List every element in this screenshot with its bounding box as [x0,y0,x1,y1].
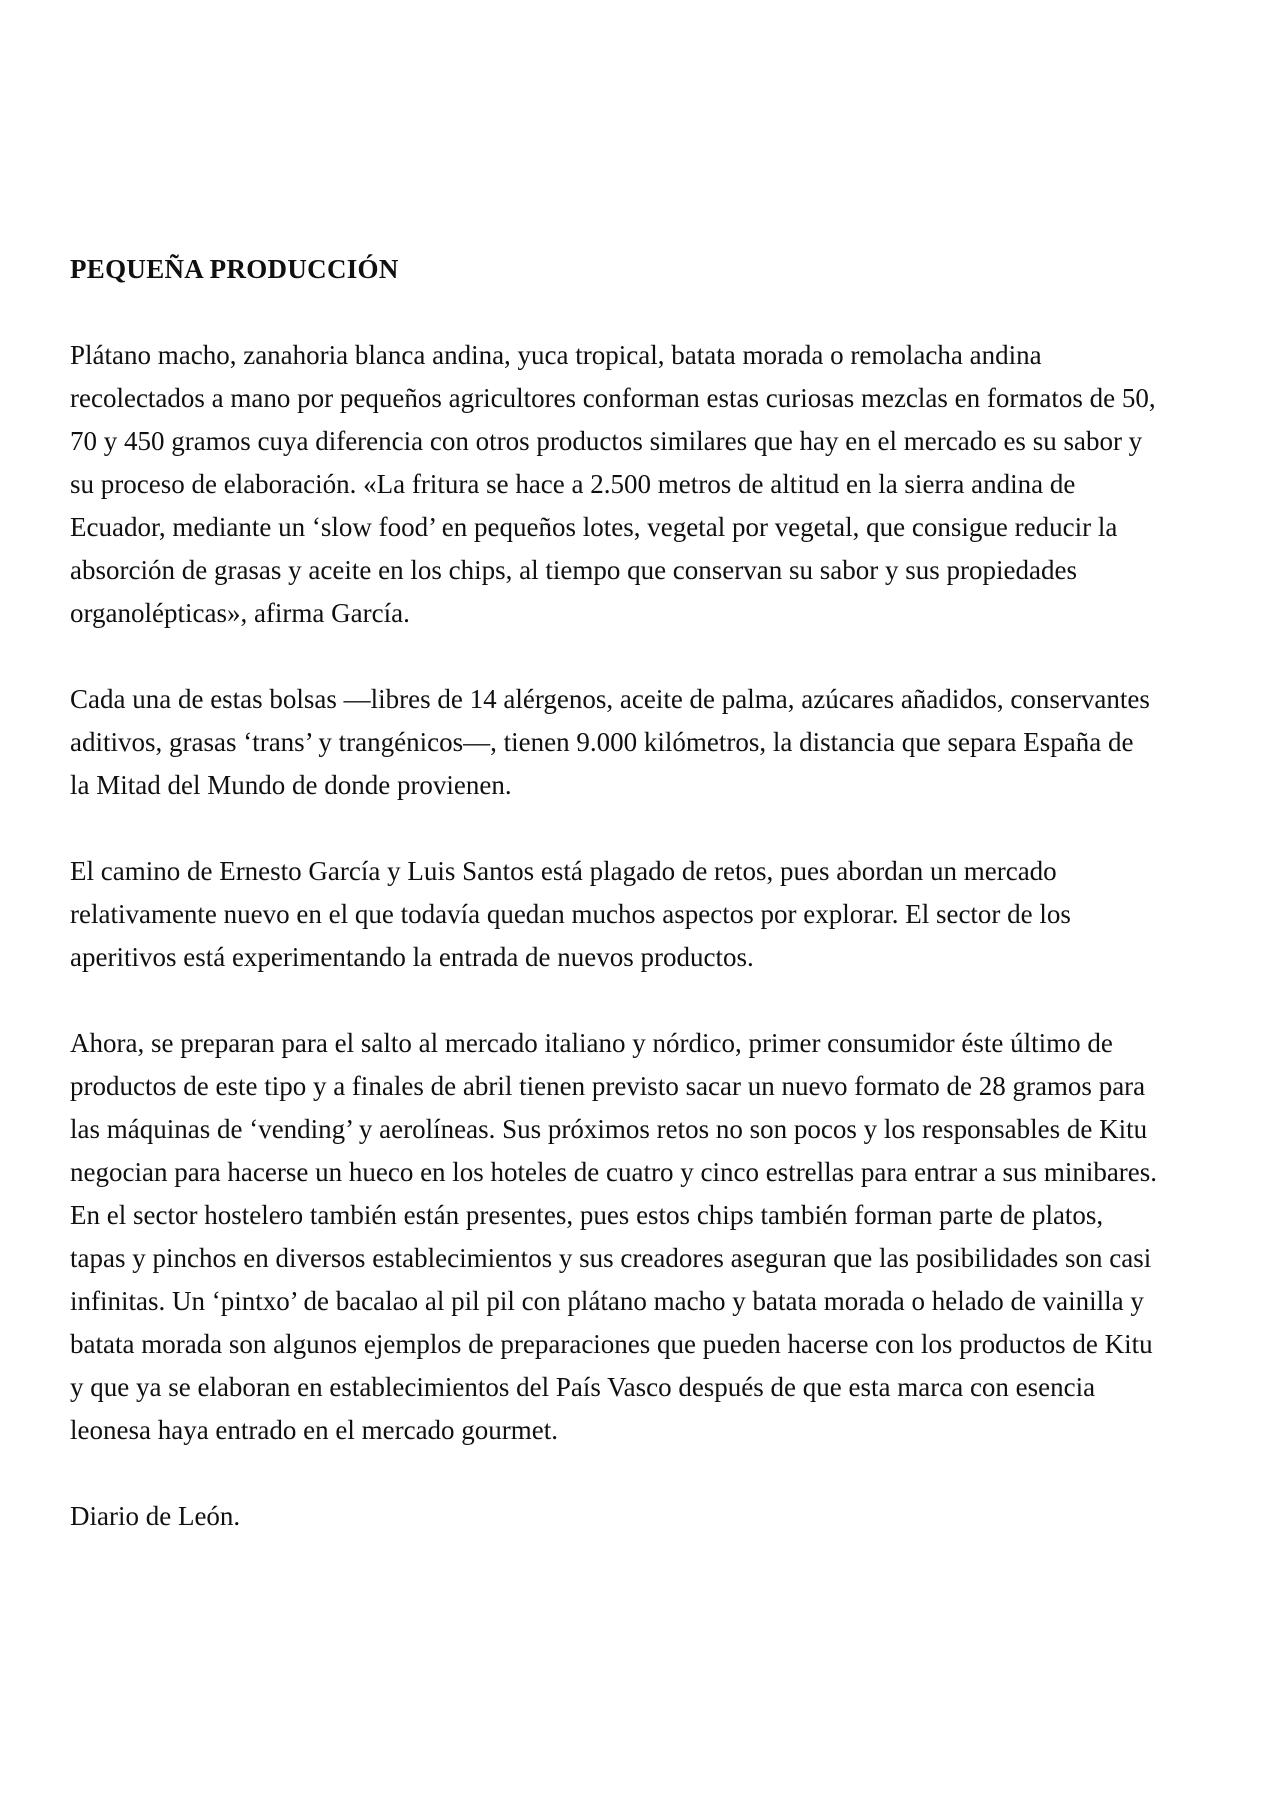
text-line: Ahora, se preparan para el salto al mercado italiano y nórdico, primer consumidor éste último de [70,1028,1113,1058]
article-text-block [70,248,1216,1538]
paragraph-source [70,1495,1216,1538]
document-heading: PEQUEÑA PRODUCCIÓN [70,254,399,284]
text-line: relativamente nuevo en el que todavía quedan muchos aspectos por explorar. El sector de los [70,899,1071,929]
text-line: tapas y pinchos en diversos establecimientos y sus creadores aseguran que las posibilidades son casi [70,1243,1152,1273]
text-line: infinitas. Un ‘pintxo’ de bacalao al pil pil con plátano macho y batata morada o helado de vainilla y [70,1286,1144,1316]
text-line: negocian para hacerse un hueco en los hoteles de cuatro y cinco estrellas para entrar a sus minibares. [70,1157,1158,1187]
text-line: Ecuador, mediante un ‘slow food’ en pequeños lotes, vegetal por vegetal, que consigue reducir la [70,512,1118,542]
text-line: absorción de grasas y aceite en los chips, al tiempo que conservan su sabor y sus propiedades [70,555,1077,585]
text-line: aditivos, grasas ‘trans’ y trangénicos—, tienen 9.000 kilómetros, la distancia que separa España de [70,727,1134,757]
text-line: aperitivos está experimentando la entrada de nuevos productos. [70,942,754,972]
source-attribution: Diario de León. [70,1501,241,1531]
text-line: El camino de Ernesto García y Luis Santos está plagado de retos, pues abordan un mercado [70,856,1057,886]
text-line: organolépticas», afirma García. [70,598,410,628]
paragraph-bolsas [70,678,1216,807]
text-line: 70 y 450 gramos cuya diferencia con otros productos similares que hay en el mercado es su sabor y [70,426,1143,456]
text-line: batata morada son algunos ejemplos de preparaciones que pueden hacerse con los productos de Kitu [70,1329,1153,1359]
text-line: Plátano macho, zanahoria blanca andina, yuca tropical, batata morada o remolacha andina [70,340,1042,370]
paragraph-retos [70,1022,1216,1452]
text-line: su proceso de elaboración. «La fritura se hace a 2.500 metros de altitud en la sierra andina de [70,469,1076,499]
text-line: recolectados a mano por pequeños agricultores conforman estas curiosas mezclas en formatos de 50, [70,383,1156,413]
text-line: y que ya se elaboran en establecimientos del País Vasco después de que esta marca con esencia [70,1372,1096,1402]
paragraph-production [70,334,1216,635]
text-line: la Mitad del Mundo de donde provienen. [70,770,512,800]
text-line: leonesa haya entrado en el mercado gourmet. [70,1415,559,1445]
text-line: productos de este tipo y a finales de abril tienen previsto sacar un nuevo formato de 28 gramos para [70,1071,1146,1101]
paragraph-camino [70,850,1216,979]
text-line: las máquinas de ‘vending’ y aerolíneas. Sus próximos retos no son pocos y los responsables de Kitu [70,1114,1148,1144]
text-line: En el sector hostelero también están presentes, pues estos chips también forman parte de platos, [70,1200,1104,1230]
text-line: Cada una de estas bolsas —libres de 14 alérgenos, aceite de palma, azúcares añadidos, conservantes [70,684,1150,714]
